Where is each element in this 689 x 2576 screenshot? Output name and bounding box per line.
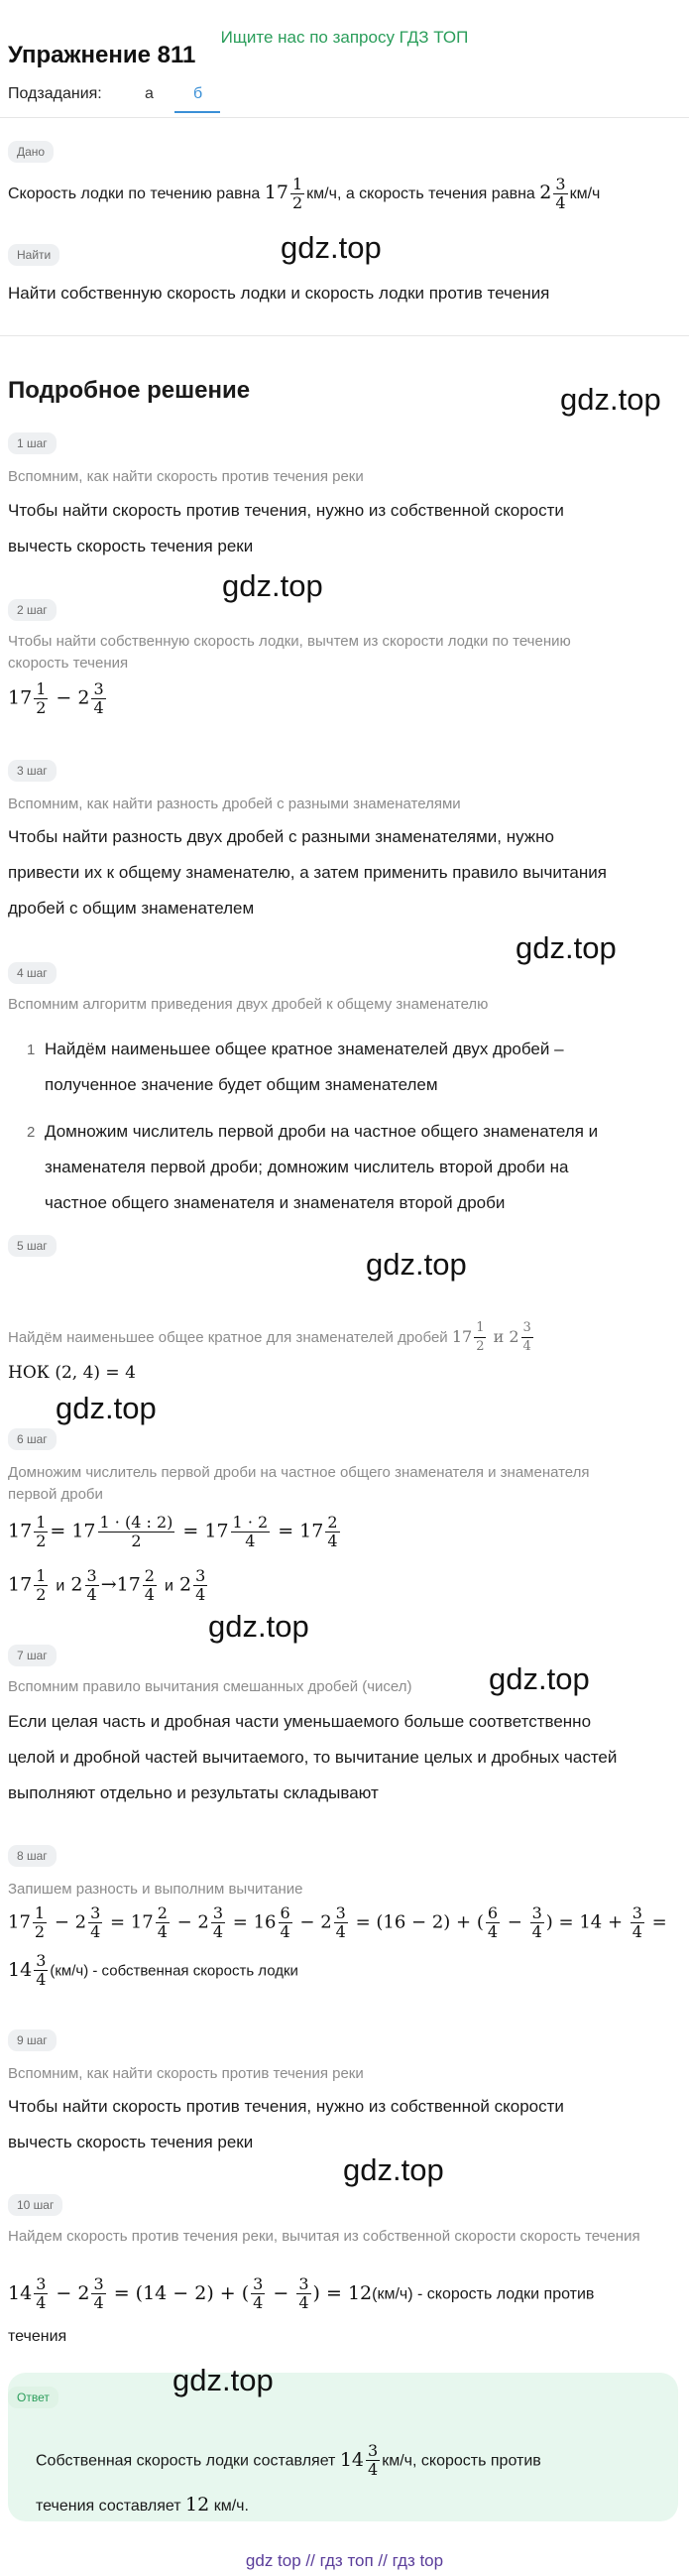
list-item-line: Найдём наименьшее общее кратное знаменателей двух дробей – bbox=[45, 1040, 564, 1058]
step-6-expression: 17 $\frac{1}{2}$ = 17 $\frac{1 \cdot (4 : 2)}{2}$ = 17 $\frac{1 \cdot 2}{4}$ = 17 $\frac{2}{4}$ bbox=[8, 1513, 338, 1550]
step-7-line: Если целая часть и дробная части уменьшаемого больше соответственно bbox=[8, 1712, 592, 1731]
step-2-expression: 17 $\frac{1}{2}$ − 2 $\frac{3}{4}$ bbox=[8, 679, 104, 717]
step-7-line: выполняют отдельно и результаты складывают bbox=[8, 1783, 379, 1802]
step-9-hint: Вспомним, как найти скорость против течения реки bbox=[8, 2065, 364, 2082]
step-2-pill: 2 шаг bbox=[8, 599, 57, 621]
step-1-line: вычесть скорость течения реки bbox=[8, 537, 254, 555]
tab-subtask-a[interactable]: а bbox=[145, 85, 154, 102]
step-2-hint: Чтобы найти собственную скорость лодки, вычтем из скорости лодки по течению скорость течения bbox=[8, 633, 571, 672]
step-1-line: Чтобы найти скорость против течения, нужно из собственной скорости bbox=[8, 501, 564, 520]
step-3-hint: Вспомним, как найти разность дробей с разными знаменателями bbox=[8, 796, 461, 812]
step-6-pill: 6 шаг bbox=[8, 1428, 57, 1450]
step-5-hint: Найдём наименьшее общее кратное для знаменателей дробей 17 $\frac{1}{2}$ и 2 $\frac{3}{4}$ bbox=[8, 1320, 531, 1354]
step-8-result: 14 $\frac{3}{4}$ (км/ч) - собственная скорость лодки bbox=[8, 1951, 298, 1989]
step-1-hint: Вспомним, как найти скорость против течения реки bbox=[8, 468, 364, 485]
list-number: 1 bbox=[27, 1042, 36, 1058]
list-item-line: частное общего знаменателя и знаменателя второй дроби bbox=[45, 1193, 506, 1212]
list-item-line: полученное значение будет общим знаменателем bbox=[45, 1075, 438, 1094]
step-9-pill: 9 шаг bbox=[8, 2029, 57, 2051]
step-8-hint: Запишем разность и выполним вычитание bbox=[8, 1881, 303, 1898]
step-9-line: Чтобы найти скорость против течения, нужно из собственной скорости bbox=[8, 2097, 564, 2116]
step-4-hint: Вспомним алгоритм приведения двух дробей к общему знаменателю bbox=[8, 996, 489, 1013]
step-3-pill: 3 шаг bbox=[8, 760, 57, 782]
step-10-pill: 10 шаг bbox=[8, 2194, 62, 2216]
solution-title: Подробное решение bbox=[8, 377, 251, 404]
step-3-line: привести их к общему знаменателю, а затем применить правило вычитания bbox=[8, 863, 607, 882]
list-item-line: знаменателя первой дроби; домножим числитель второй дроби на bbox=[45, 1158, 569, 1176]
step-8-pill: 8 шаг bbox=[8, 1845, 57, 1867]
watermark: gdz.top bbox=[281, 230, 382, 265]
given-pill: Дано bbox=[8, 141, 54, 163]
step-7-pill: 7 шаг bbox=[8, 1645, 57, 1666]
step-3-line: дробей с общим знаменателем bbox=[8, 899, 255, 918]
step-8-expression: 17 $\frac{1}{2}$ − 2 $\frac{3}{4}$ = 17 $\frac{2}{4}$ − 2 $\frac{3}{4}$ = 16 $\frac{6}{4}$ − 2 $\frac{3}{4}$ = (16 − 2) + ( $\frac{6}{4}$ − $\frac{3}{4}$ ) = 14 + $\frac{3}{4}$ = bbox=[8, 1903, 667, 1941]
step-5-result: НОК (2, 4) = 4 bbox=[8, 1363, 136, 1383]
step-10-expression: 14 $\frac{3}{4}$ − 2 $\frac{3}{4}$ = (14 − 2) + ( $\frac{3}{4}$ − $\frac{3}{4}$ ) = 12(км/ч) - скорость лодки против bbox=[8, 2274, 595, 2312]
section-divider bbox=[0, 335, 689, 336]
tab-subtask-b[interactable]: б bbox=[193, 85, 203, 102]
list-item-line: Домножим числитель первой дроби на частное общего знаменателя и bbox=[45, 1122, 599, 1141]
given-text: Скорость лодки по течению равна 17 $\frac{1}{2}$ км/ч, а скорость течения равна 2 $\frac{3}{4}$ км/ч bbox=[8, 174, 601, 212]
step-3-line: Чтобы найти разность двух дробей с разными знаменателями, нужно bbox=[8, 827, 555, 846]
watermark: gdz.top bbox=[560, 382, 661, 417]
find-pill: Найти bbox=[8, 244, 59, 266]
watermark: gdz.top bbox=[343, 2152, 444, 2187]
step-5-pill: 5 шаг bbox=[8, 1235, 57, 1257]
list-number: 2 bbox=[27, 1124, 36, 1141]
watermark: gdz.top bbox=[208, 1609, 309, 1644]
step-6-hint: Домножим числитель первой дроби на частное общего знаменателя и знаменателя первой дроби bbox=[8, 1464, 590, 1503]
watermark: gdz.top bbox=[516, 930, 617, 965]
watermark: gdz.top bbox=[172, 2363, 274, 2397]
step-10-tail: течения bbox=[8, 2328, 67, 2345]
watermark: gdz.top bbox=[489, 1661, 590, 1696]
footer-links[interactable]: gdz top // гдз топ // гдз top bbox=[245, 2551, 444, 2570]
active-tab-indicator bbox=[174, 111, 220, 113]
subtasks-label: Подзадания: bbox=[8, 85, 102, 102]
tabs-divider bbox=[0, 117, 689, 118]
answer-line-2: течения составляет 12 км/ч. bbox=[36, 2494, 249, 2515]
watermark: gdz.top bbox=[222, 568, 323, 603]
find-text: Найти собственную скорость лодки и скорость лодки против течения bbox=[8, 284, 550, 303]
watermark: gdz.top bbox=[56, 1391, 157, 1425]
step-1-pill: 1 шаг bbox=[8, 432, 57, 454]
answer-pill: Ответ bbox=[8, 2387, 58, 2408]
step-10-hint: Найдем скорость против течения реки, вычитая из собственной скорости скорость течения bbox=[8, 2228, 640, 2245]
page-title: Упражнение 811 bbox=[8, 42, 196, 68]
step-4-pill: 4 шаг bbox=[8, 962, 57, 984]
answer-line-1: Собственная скорость лодки составляет 14 $\frac{3}{4}$ км/ч, скорость против bbox=[36, 2441, 541, 2479]
step-9-line: вычесть скорость течения реки bbox=[8, 2133, 254, 2151]
watermark: gdz.top bbox=[366, 1247, 467, 1282]
step-6-conversion: 17 $\frac{1}{2}$ и 2 $\frac{3}{4}$ →17 $\frac{2}{4}$ и 2 $\frac{3}{4}$ bbox=[8, 1566, 206, 1604]
step-7-line: целой и дробной частей вычитаемого, то вычитание целых и дробных частей bbox=[8, 1748, 618, 1767]
search-banner: Ищите нас по запросу ГДЗ ТОП bbox=[220, 28, 469, 47]
step-7-hint: Вспомним правило вычитания смешанных дробей (чисел) bbox=[8, 1678, 412, 1695]
